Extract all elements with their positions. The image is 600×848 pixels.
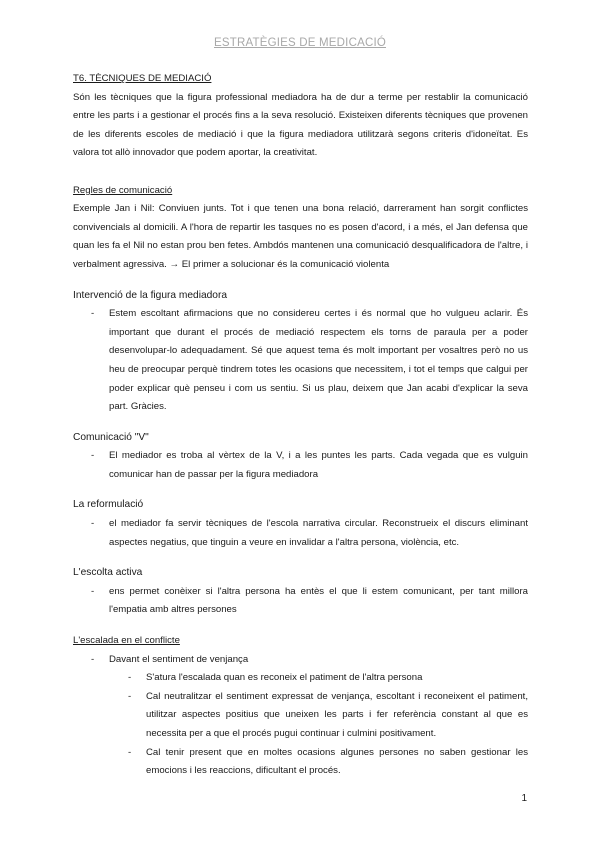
list-item-text: ens permet conèixer si l'altra persona ha entès el que li estem comunicant, per tant millora l'empatia amb altres persones (109, 585, 528, 616)
list-item (73, 651, 528, 670)
regles-text: Exemple Jan i Nil: Conviuen junts. Tot i que tenen una bona relació, darrerament han sorgit conflictes convivencials al domicili. A l'hora de repartir les tasques no es posen d'acord, i a més, el Jan defensa que quan les fa el Nil no estan prou ben fetes. Ambdós mantenen una comunicació desqualificadora de l'altre, i verbalment agressiva. → El primer a solucionar és la comunicació violenta (73, 203, 528, 270)
list-item (73, 515, 528, 552)
escalada-list (73, 651, 528, 781)
dash-bullet: - (91, 308, 95, 320)
sub-list-item-text: S'atura l'escalada quan es reconeix el patiment de l'altra persona (146, 672, 423, 684)
sub-list-item (73, 744, 528, 781)
dash-bullet: - (91, 585, 95, 597)
page-number: 1 (521, 793, 527, 804)
escalada-title: L'escalada en el conflicte (73, 635, 180, 647)
reformulacio-title: La reformulació (73, 499, 144, 511)
topic-title: T6. TÈCNIQUES DE MEDIACIÓ (73, 73, 212, 84)
sub-list-item-text: Cal tenir present que en moltes ocasions algunes persones no saben gestionar les emocions i les reaccions, dificultant el procés. (146, 746, 528, 777)
dash-bullet: - (91, 518, 95, 530)
dash-bullet: - (128, 746, 132, 758)
escolta-list (73, 583, 528, 620)
comunicacio-v-list (73, 447, 528, 484)
list-item (73, 447, 528, 484)
dash-bullet: - (91, 653, 95, 665)
topic-intro: Són les tècniques que la figura professional mediadora ha de dur a terme per restablir la comunicació entre les parts i a gestionar el procés fins a la seva resolució. Existeixen diferents tècniques que provenen de les diferents escoles de mediació i que la figura mediadora utilitzarà segons criteris d'idoneïtat. Es valora tot allò innovador que podem aportar, la creativitat. (73, 91, 528, 159)
list-item-text: el mediador fa servir tècniques de l'escola narrativa circular. Reconstrueix el discurs eliminant aspectes negatius, que tinguin a veure en invalidar a l'altra persona, violència, etc. (109, 518, 528, 548)
escolta-title: L'escolta activa (73, 567, 143, 579)
intervencio-title: Intervenció de la figura mediadora (73, 289, 228, 301)
sub-list-item (73, 669, 528, 688)
page-content (73, 70, 528, 781)
regles-title: Regles de comunicació (73, 184, 173, 196)
list-item (73, 583, 528, 620)
list-item-text: El mediador es troba al vèrtex de la V, i a les puntes les parts. Cada vegada que es vulguin comunicar han de passar per la figura mediadora (109, 450, 528, 480)
list-item-text: Estem escoltant afirmacions que no considereu certes i és normal que ho vulgueu aclarir. És important que durant el procés de mediació respectem els torns de paraula per a poder desenvolupar-lo adequadament. Sé que aquest tema és molt important per vosaltres però no us heu de preocupar perquè tindrem totes les ocasions que necessitem, i tot el temps que calgui per poder explicar què penseu i com us sentiu. Si us plau, deixem que Jan acabi d'explicar la seva part. Gràcies. (109, 308, 528, 413)
page-header: ESTRATÈGIES DE MEDICACIÓ (214, 37, 386, 49)
sub-list-item-text: Cal neutralitzar el sentiment expressat de venjança, escoltant i reconeixent el patiment, utilitzar aspectes positius que uneixen les parts i fer referència constant al que es necessita per a que el procés pugui continuar i culmini positivament. (146, 690, 528, 739)
reformulacio-list (73, 515, 528, 552)
sub-list-item (73, 688, 528, 744)
list-item-text: Davant el sentiment de venjança (109, 653, 249, 665)
intervencio-list (73, 305, 528, 417)
list-item (73, 305, 528, 417)
dash-bullet: - (128, 672, 132, 684)
comunicacio-v-title: Comunicació "V" (73, 431, 149, 443)
dash-bullet: - (91, 450, 95, 462)
dash-bullet: - (128, 690, 132, 702)
